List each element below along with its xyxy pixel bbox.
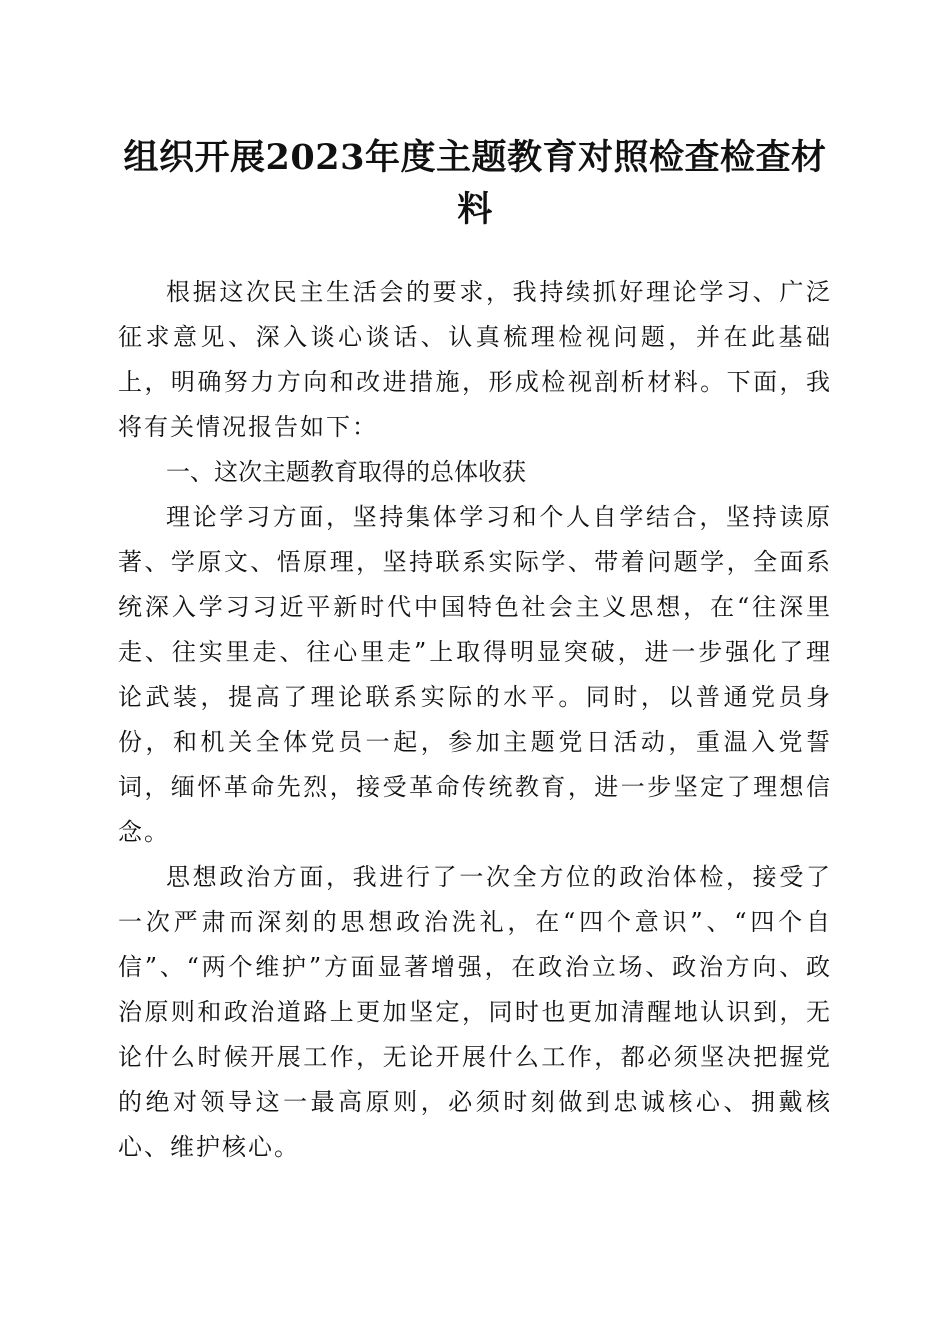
theory-study-paragraph: 理论学习方面，坚持集体学习和个人自学结合，坚持读原著、学原文、悟原理，坚持联系实际学、带着问题学，全面系统深入学习习近平新时代中国特色社会主义思想，在“往深里走、往实里走、往心里走”上取得明显突破，进一步强化了理论武装，提高了理论联系实际的水平。同时，以普通党员身份，和机关全体党员一起，参加主题党日活动，重温入党誓词，缅怀革命先烈，接受革命传统教育，进一步坚定了理想信念。: [118, 503, 832, 846]
section-heading-overall-gains: 一、这次主题教育取得的总体收获: [166, 458, 526, 486]
document-body: [118, 270, 832, 1170]
document-title: 组织开展2023年度主题教育对照检查检查材料: [123, 137, 827, 230]
political-thought-paragraph: 思想政治方面，我进行了一次全方位的政治体检，接受了一次严肃而深刻的思想政治洗礼，在“四个意识”、“四个自信”、“两个维护”方面显著增强，在政治立场、政治方向、政治原则和政治道路上更加坚定，同时也更加清醒地认识到，无论什么时候开展工作，无论开展什么工作，都必须坚决把握党的绝对领导这一最高原则，必须时刻做到忠诚核心、拥戴核心、维护核心。: [118, 863, 832, 1161]
intro-paragraph: 根据这次民主生活会的要求，我持续抓好理论学习、广泛征求意见、深入谈心谈话、认真梳理检视问题，并在此基础上，明确努力方向和改进措施，形成检视剖析材料。下面，我将有关情况报告如下：: [118, 278, 832, 441]
